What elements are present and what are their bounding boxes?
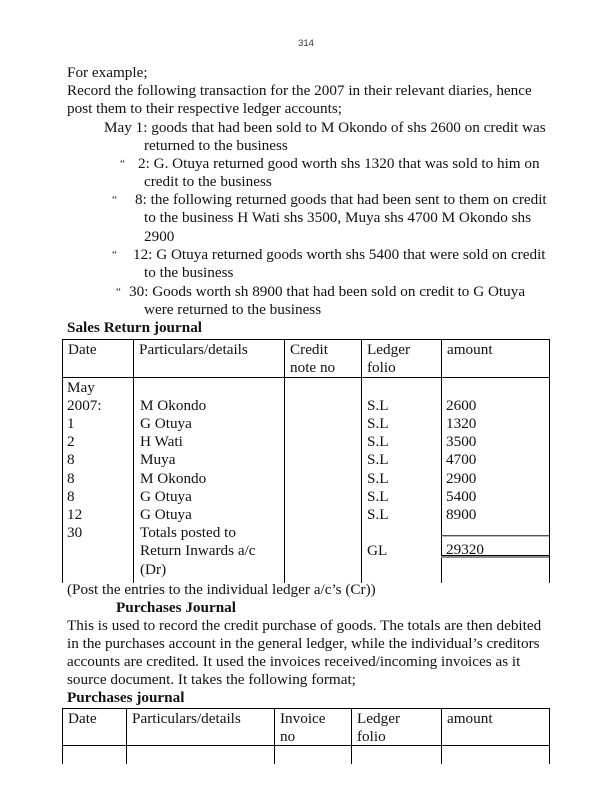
purchases-heading: Purchases Journal <box>116 599 236 616</box>
table-border-left <box>62 339 63 583</box>
transaction-5-line-2: were returned to the business <box>144 301 322 318</box>
column-divider <box>351 708 352 764</box>
purchases-paragraph-line: This is used to record the credit purchase of goods. The totals are then debited <box>67 617 542 634</box>
purchases-paragraph-line: source document. It takes the following format; <box>67 671 356 688</box>
column-divider <box>441 708 442 764</box>
table-border-right <box>549 339 550 583</box>
date-cell: 12 <box>67 506 83 523</box>
date-cell: 2 <box>67 433 75 450</box>
transaction-3-line-1: 8: the following returned goods that had been sent to them on credit <box>135 191 547 208</box>
date-cell: 30 <box>67 524 83 541</box>
table-border-left <box>62 708 63 764</box>
amount-cell: 3500 <box>446 433 477 450</box>
transaction-1-line-1: May 1: goods that had been sold to M Okondo of shs 2600 on credit was <box>104 119 546 136</box>
particulars-cell: M Okondo <box>140 397 207 414</box>
transaction-3-line-3: 2900 <box>144 228 175 245</box>
header-amount: amount <box>447 341 493 358</box>
amount-cell: 2900 <box>446 470 477 487</box>
header-date: Date <box>68 341 97 358</box>
particulars-cell: H Wati <box>140 433 183 450</box>
purchases-paragraph-line: accounts are credited. It used the invoices received/incoming invoices as it <box>67 653 521 670</box>
page-number: 314 <box>298 38 314 49</box>
total-amount: 29320 <box>446 541 484 558</box>
particulars-cell: G Otuya <box>140 506 192 523</box>
particulars-cell: M Okondo <box>140 470 207 487</box>
particulars-cell: G Otuya <box>140 415 192 432</box>
header-particulars: Particulars/details <box>132 710 241 727</box>
intro-line-3: post them to their respective ledger accounts; <box>67 100 342 117</box>
transaction-2-line-1: 2: G. Otuya returned good worth shs 1320 that was sold to him on <box>138 155 540 172</box>
column-divider <box>126 708 127 764</box>
date-cell: 2007: <box>67 397 102 414</box>
date-cell: May <box>67 379 95 396</box>
amount-cell: 2600 <box>446 397 477 414</box>
header-particulars: Particulars/details <box>139 341 248 358</box>
column-divider <box>361 339 362 583</box>
header-amount: amount <box>447 710 493 727</box>
folio-cell: S.L <box>367 415 389 432</box>
particulars-cell: Muya <box>140 451 176 468</box>
header-invoice-no: Invoice <box>280 710 326 727</box>
folio-cell: GL <box>367 542 388 559</box>
column-divider <box>274 708 275 764</box>
particulars-cell: (Dr) <box>140 561 167 578</box>
header-ledger-folio: Ledger <box>367 341 411 358</box>
transaction-4-line-1: 12: G Otuya returned goods worth shs 5400 that were sold on credit <box>133 246 546 263</box>
date-cell: 8 <box>67 470 75 487</box>
ditto-mark: “ <box>120 158 125 170</box>
header-invoice-no: no <box>280 728 296 745</box>
table-border-top <box>62 708 550 709</box>
particulars-cell: Totals posted to <box>140 524 236 541</box>
ditto-mark: “ <box>112 249 117 261</box>
folio-cell: S.L <box>367 506 389 523</box>
header-ledger-folio: Ledger <box>357 710 401 727</box>
transaction-5-line-1: 30: Goods worth sh 8900 that had been sold on credit to G Otuya <box>129 283 526 300</box>
folio-cell: S.L <box>367 451 389 468</box>
amount-cell: 8900 <box>446 506 477 523</box>
header-date: Date <box>68 710 97 727</box>
date-cell: 8 <box>67 488 75 505</box>
transaction-3-line-2: to the business H Wati shs 3500, Muya shs 4700 M Okondo shs <box>144 209 532 226</box>
folio-cell: S.L <box>367 433 389 450</box>
total-rule-top-shade <box>441 535 549 537</box>
transaction-1-line-2: returned to the business <box>144 137 288 154</box>
transaction-2-line-2: credit to the business <box>144 173 272 190</box>
table-border-right <box>549 708 550 764</box>
intro-line-1: For example; <box>67 64 148 81</box>
sales-return-journal-title: Sales Return journal <box>67 319 203 336</box>
folio-cell: S.L <box>367 397 389 414</box>
header-credit-note: note no <box>290 359 336 376</box>
column-divider <box>133 339 134 583</box>
column-divider <box>284 339 285 583</box>
amount-cell: 1320 <box>446 415 477 432</box>
ditto-mark: “ <box>112 194 117 206</box>
header-ledger-folio: folio <box>367 359 396 376</box>
folio-cell: S.L <box>367 470 389 487</box>
header-ledger-folio: folio <box>357 728 386 745</box>
folio-cell: S.L <box>367 488 389 505</box>
column-divider <box>441 339 442 583</box>
table-header-divider <box>62 745 550 746</box>
particulars-cell: Return Inwards a/c <box>140 542 256 559</box>
ditto-mark: “ <box>116 286 121 298</box>
purchases-paragraph-line: in the purchases account in the general ledger, while the individual’s creditors <box>67 635 540 652</box>
transaction-4-line-2: to the business <box>144 264 234 281</box>
amount-cell: 4700 <box>446 451 477 468</box>
date-cell: 8 <box>67 451 75 468</box>
amount-cell: 5400 <box>446 488 477 505</box>
particulars-cell: G Otuya <box>140 488 192 505</box>
post-note: (Post the entries to the individual ledger a/c’s (Cr)) <box>67 581 376 598</box>
table-border-top <box>62 339 550 340</box>
header-credit-note: Credit <box>290 341 328 358</box>
purchases-journal-title: Purchases journal <box>67 689 185 706</box>
intro-line-2: Record the following transaction for the 2007 in their relevant diaries, hence <box>67 82 532 99</box>
date-cell: 1 <box>67 415 75 432</box>
